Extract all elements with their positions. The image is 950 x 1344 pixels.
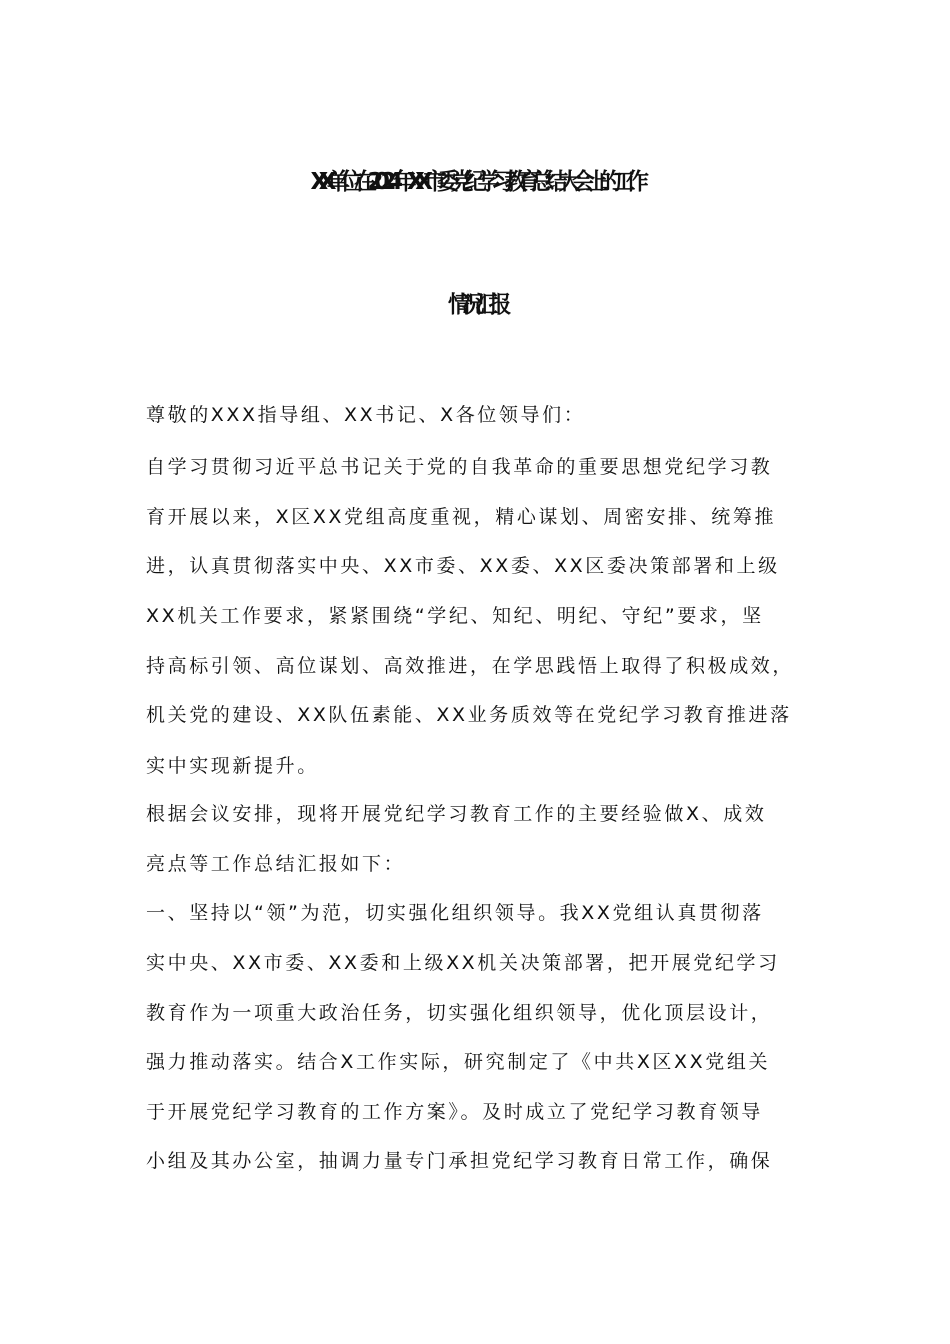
- document-title-line-1: XX单位在2024年XX市委党纪学习教育总结大会上的工作: [310, 169, 640, 195]
- salutation-line: 尊敬的XXX指导组、XX书记、X各位领导们：: [146, 404, 586, 426]
- body-text-line: 育开展以来，X区XX党组高度重视，精心谋划、周密安排、统筹推: [146, 506, 777, 528]
- body-text-line: 教育作为一项重大政治任务，切实强化组织领导，优化顶层设计，: [146, 1002, 773, 1024]
- body-text-line: 强力推动落实。结合X工作实际，研究制定了《中共X区XX党组关: [146, 1051, 771, 1073]
- body-text-line: 于开展党纪学习教育的工作方案》。及时成立了党纪学习教育领导: [146, 1101, 763, 1123]
- body-text-line: XX机关工作要求，紧紧围绕“学纪、知纪、明纪、守纪”要求，坚: [146, 605, 764, 627]
- body-text-line: 机关党的建设、XX队伍素能、XX业务质效等在党纪学习教育推进落: [146, 704, 792, 726]
- body-text-line: 小组及其办公室，抽调力量专门承担党纪学习教育日常工作，确保: [146, 1150, 773, 1172]
- body-text-line: 亮点等工作总结汇报如下：: [146, 853, 406, 875]
- document-title-line-2: 情况汇报: [448, 292, 502, 318]
- body-text-line: 实中实现新提升。: [146, 755, 319, 777]
- body-text-line: 进，认真贯彻落实中央、XX市委、XX委、XX区委决策部署和上级: [146, 555, 780, 577]
- body-text-line: 持高标引领、高位谋划、高效推进，在学思践悟上取得了积极成效，: [146, 655, 795, 677]
- body-text-line: 实中央、XX市委、XX委和上级XX机关决策部署，把开展党纪学习: [146, 952, 780, 974]
- body-text-line: 根据会议安排，现将开展党纪学习教育工作的主要经验做X、成效: [146, 803, 767, 825]
- body-text-line: 自学习贯彻习近平总书记关于党的自我革命的重要思想党纪学习教: [146, 456, 773, 478]
- section-heading-line: 一、坚持以“领”为范，切实强化组织领导。我XX党组认真贯彻落: [146, 902, 764, 924]
